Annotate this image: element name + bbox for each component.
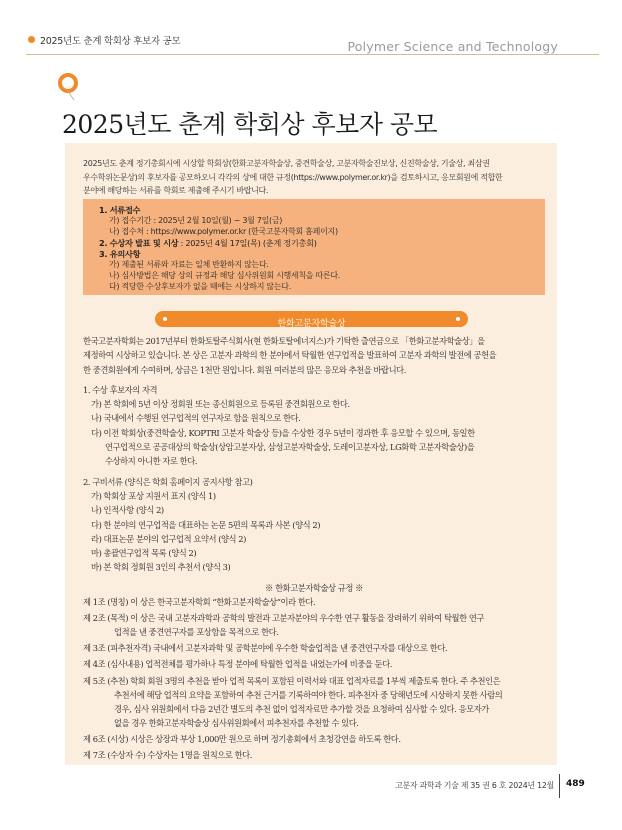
qualification-c-cont: 수상하지 아니한 자로 한다. [105, 456, 197, 467]
rule-article [83, 732, 545, 746]
rule-article [83, 748, 545, 762]
document-e: 마) 총괄연구업적 목록 (양식 2) [91, 548, 197, 559]
rule-line: 추천서에 해당 업적의 요약을 포함하여 추천 근거를 기록하여야 한다. 피추천자 중 당해년도에 시상하지 못한 사람의 [114, 689, 503, 700]
section-bullet-icon [28, 36, 35, 43]
submission-period: 가) 접수기간 : 2025년 2월 10일(월) ~ 3월 7일(금) [109, 216, 283, 226]
page-number: 489 [566, 779, 585, 789]
submission-info-box [83, 199, 545, 295]
item-announcement-date: : 2025년 4월 17일(목) (춘계 정기총회) [178, 237, 317, 248]
document-d: 라) 대표논문 분야의 업구업적 요약서 (양식 2) [91, 533, 246, 544]
running-section-title: 2025년도 춘계 학회상 후보자 공모 [40, 36, 181, 47]
award-body [83, 334, 545, 764]
qualification-a: 가) 본 학회에 5년 이상 정회원 또는 종신회원으로 등록된 중견회원으로 한다. [91, 399, 350, 410]
bar-dot-left-icon [163, 317, 167, 321]
header-divider [26, 54, 599, 55]
award-section-bar [155, 311, 468, 327]
document-b: 나) 인적사항 (양식 2) [91, 505, 164, 516]
intro-paragraph [83, 157, 545, 198]
intro-line: 우수학위논문상)의 후보자를 공모하오니 각각의 상에 대한 규정(https://www.polymer.or.kr)을 검토하시고, 응모회원에 적합한 [83, 172, 503, 182]
decorative-line [66, 90, 91, 100]
rules-title: ※ 한화고분자학술상 규정 ※ [265, 582, 363, 593]
section-qualification-title: 1. 수상 후보자의 자격 [83, 384, 158, 395]
rule-line: 없을 경우 한화고분자학술상 심사위원회에서 피추천자를 추천할 수 있다. [114, 717, 359, 728]
note-c: 다) 적당한 수상후보자가 없을 때에는 시상하지 않는다. [109, 281, 291, 291]
rule-line: 제 5조 (추천) 학회 회원 3명의 추천을 받아 업적 목록이 포함된 이력서와 대표 업적자료를 1부씩 제출토록 한다. 주 추천인은 [83, 675, 501, 686]
document-f: 바) 본 학회 정회원 3인의 추천서 (양식 3) [91, 562, 231, 573]
document-a: 가) 학회상 포상 지원서 표지 (양식 1) [91, 490, 216, 501]
award-section-title: 한화고분자학술상 [277, 319, 346, 329]
lead-line: 한 중견회원에게 수여하며, 상금은 1천만 원입니다. 회원 여러분의 많은 응모와 추천을 바랍니다. [83, 364, 406, 375]
section-documents-title: 2. 구비서류 (양식은 학회 홈페이지 공지사항 참고) [83, 476, 253, 487]
intro-line: 분야에 해당하는 서류를 학회로 제출해 주시기 바랍니다. [83, 186, 269, 195]
footer-divider [559, 774, 560, 798]
lead-line: 한국고분자학회는 2017년부터 한화토탈주식회사(현 한화토탈에너지스)가 기탁한 출연금으로 「한화고분자학술상」을 [83, 336, 485, 346]
rule-article [83, 611, 545, 639]
document-c: 다) 한 분야의 연구업적을 대표하는 논문 5편의 목록과 사본 (양식 2) [91, 519, 321, 530]
rule-line: 제 4조 (심사내용) 업적전체를 평가하나 특정 분야에 탁월한 업적을 내었는가에 비중을 둔다. [83, 659, 392, 670]
item-announcement-label: 2. 수상자 발표 및 시상 [99, 237, 179, 248]
page-title: 2025년도 춘계 학회상 후보자 공모 [62, 110, 438, 139]
rule-article [83, 641, 545, 655]
note-a: 가) 제출된 서류와 자료는 일체 반환하지 않는다. [109, 260, 269, 270]
note-b: 나) 심사방법은 해당 상의 규정과 해당 심사위원회 시행세칙을 따른다. [109, 271, 340, 280]
submission-place: 나) 접수처 : https://www.polymer.or.kr (한국고분자학회 홈페이지) [109, 227, 338, 236]
rule-line: 제 2조 (목적) 이 상은 국내 고분자과학과 공학의 발전과 고분자분야의 우수한 연구 활동을 장려하기 위하여 탁월한 연구 [83, 613, 484, 624]
bar-dot-right-icon [456, 317, 460, 321]
rule-line: 제 6조 (시상) 시상은 상장과 부상 1,000만 원으로 하며 정기총회에서 초청강연을 하도록 한다. [83, 733, 401, 744]
rule-line: 제 7조 (수상자 수) 수상자는 1명을 원칙으로 한다. [83, 749, 252, 760]
qualification-c: 다) 이전 학회상(중견학술상, KOPTRI 고분자 학술상 등)을 수상한 경우 5년이 경과한 후 응모할 수 있으며, 동일한 [91, 427, 475, 438]
rule-article [83, 657, 545, 671]
rule-line: 경우, 심사 위원회에서 다음 2년간 별도의 추천 없이 업적자료만 추가할 것을 요청하여 심사할 수 있다. 응모자가 [114, 703, 489, 714]
rule-article [83, 674, 545, 730]
item-notes: 3. 유의사항 [99, 249, 141, 259]
rule-line: 업적을 낸 중견연구자를 포상함을 목적으로 한다. [114, 627, 279, 638]
footer-citation: 고분자 과학과 기술 제 35 권 6 호 2024년 12월 [395, 781, 554, 790]
lead-line: 제정하여 시상하고 있습니다. 본 상은 고분자 과학의 한 분야에서 탁월한 연구업적을 발표하여 고분자 과학의 발전에 공헌을 [83, 350, 497, 361]
qualification-c-cont: 연구업적으로 공공대상의 학술상(상암고분자상, 삼성고분자학술상, 도레이고분자상, LG화학 고분자학술상)을 [105, 442, 475, 453]
journal-name: Polymer Science and Technology [347, 39, 558, 54]
rule-line: 제 3조 (피추천자격) 국내에서 고분자과학 및 공학분야에 우수한 학술업적을 낸 중견연구자를 대상으로 한다. [83, 643, 448, 654]
rule-article [83, 595, 545, 609]
rule-line: 제 1조 (명칭) 이 상은 한국고분자학회 “한화고분자학술상”이라 한다. [83, 597, 316, 608]
rules-list [83, 595, 545, 762]
qualification-b: 나) 국내에서 수행된 연구업적의 연구자로 함을 원칙으로 한다. [91, 413, 301, 424]
intro-line: 2025년도 춘계 정기총회시에 시상할 학회상(한화고분자학술상, 중견학술상, 고분자학술진보상, 신진학술상, 기술상, 최삼권 [83, 159, 490, 168]
item-submission: 1. 서류접수 [99, 205, 141, 215]
